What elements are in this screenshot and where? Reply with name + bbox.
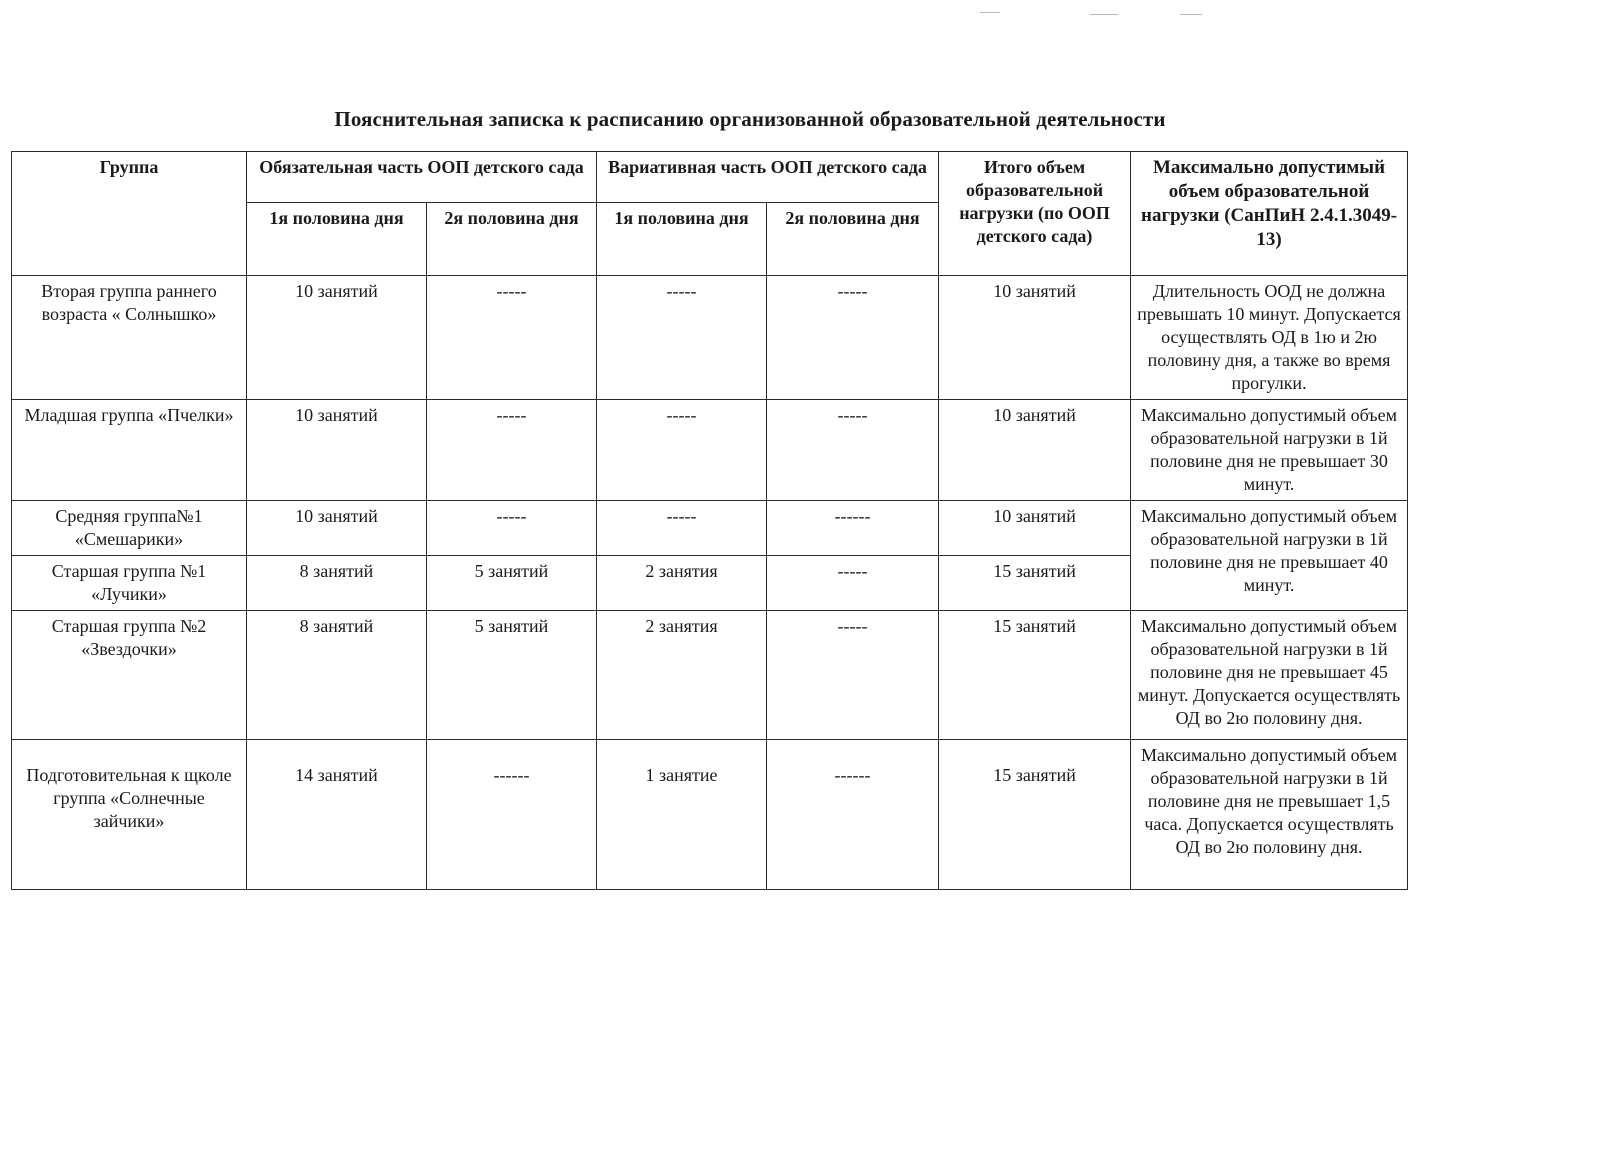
header-mandatory-first-half: 1я половина дня	[247, 203, 427, 276]
mandatory-second-half: 5 занятий	[427, 556, 597, 611]
mandatory-second-half: -----	[427, 501, 597, 556]
mandatory-first-half: 10 занятий	[247, 501, 427, 556]
table-row	[12, 501, 1408, 556]
variative-second-half: -----	[767, 611, 939, 740]
variative-second-half: ------	[767, 501, 939, 556]
group-name: Средняя группа№1 «Смешарики»	[12, 501, 247, 556]
total-load: 15 занятий	[939, 611, 1131, 740]
header-mandatory-second-half: 2я половина дня	[427, 203, 597, 276]
variative-second-half: -----	[767, 400, 939, 501]
max-load-note: Максимально допустимый объем образовательной нагрузки в 1й половине дня не превышает 45 минут. Допускается осуществлять ОД во 2ю половину дня.	[1131, 611, 1408, 740]
table-row	[12, 611, 1408, 740]
header-variative: Вариативная часть ООП детского сада	[597, 152, 939, 203]
total-load: 15 занятий	[939, 556, 1131, 611]
table-row	[12, 276, 1408, 400]
mandatory-first-half: 10 занятий	[247, 276, 427, 400]
header-group: Группа	[12, 152, 247, 276]
total-load: 15 занятий	[939, 740, 1131, 890]
total-load: 10 занятий	[939, 276, 1131, 400]
variative-second-half: -----	[767, 556, 939, 611]
schedule-table	[11, 151, 1408, 890]
header-variative-first-half: 1я половина дня	[597, 203, 767, 276]
table-row	[12, 400, 1408, 501]
total-load: 10 занятий	[939, 400, 1131, 501]
variative-first-half: -----	[597, 400, 767, 501]
mandatory-first-half: 10 занятий	[247, 400, 427, 501]
variative-first-half: 2 занятия	[597, 556, 767, 611]
variative-second-half: -----	[767, 276, 939, 400]
header-max: Максимально допустимый объем образовательной нагрузки (СанПиН 2.4.1.3049-13)	[1131, 152, 1408, 276]
variative-first-half: -----	[597, 501, 767, 556]
header-mandatory: Обязательная часть ООП детского сада	[247, 152, 597, 203]
group-name: Подготовительная к щколе группа «Солнечные зайчики»	[12, 740, 247, 890]
variative-first-half: 2 занятия	[597, 611, 767, 740]
header-total: Итого объем образовательной нагрузки (по ООП детского сада)	[939, 152, 1131, 276]
variative-first-half: -----	[597, 276, 767, 400]
group-name: Вторая группа раннего возраста « Солнышко»	[12, 276, 247, 400]
total-load: 10 занятий	[939, 501, 1131, 556]
page-title: Пояснительная записка к расписанию организованной образовательной деятельности	[334, 107, 1166, 131]
table-row	[12, 740, 1408, 890]
scan-speck	[980, 12, 1000, 13]
mandatory-second-half: ------	[427, 740, 597, 890]
mandatory-first-half: 8 занятий	[247, 611, 427, 740]
max-load-note: Максимально допустимый объем образовательной нагрузки в 1й половине дня не превышает 1,5 часа. Допускается осуществлять ОД во 2ю половину дня.	[1131, 740, 1408, 890]
group-name: Старшая группа №1 «Лучики»	[12, 556, 247, 611]
mandatory-second-half: 5 занятий	[427, 611, 597, 740]
mandatory-second-half: -----	[427, 400, 597, 501]
max-load-note: Максимально допустимый объем образовательной нагрузки в 1й половине дня не превышает 30 минут.	[1131, 400, 1408, 501]
mandatory-first-half: 8 занятий	[247, 556, 427, 611]
mandatory-second-half: -----	[427, 276, 597, 400]
scan-speck	[1180, 14, 1202, 15]
scan-speck	[1090, 14, 1118, 15]
variative-first-half: 1 занятие	[597, 740, 767, 890]
group-name: Младшая группа «Пчелки»	[12, 400, 247, 501]
max-load-note: Длительность ООД не должна превышать 10 минут. Допускается осуществлять ОД в 1ю и 2ю половину дня, а также во время прогулки.	[1131, 276, 1408, 400]
mandatory-first-half: 14 занятий	[247, 740, 427, 890]
group-name: Старшая группа №2 «Звездочки»	[12, 611, 247, 740]
max-load-note: Максимально допустимый объем образовательной нагрузки в 1й половине дня не превышает 40 минут.	[1131, 501, 1408, 611]
header-row-1	[12, 152, 1408, 203]
header-variative-second-half: 2я половина дня	[767, 203, 939, 276]
variative-second-half: ------	[767, 740, 939, 890]
